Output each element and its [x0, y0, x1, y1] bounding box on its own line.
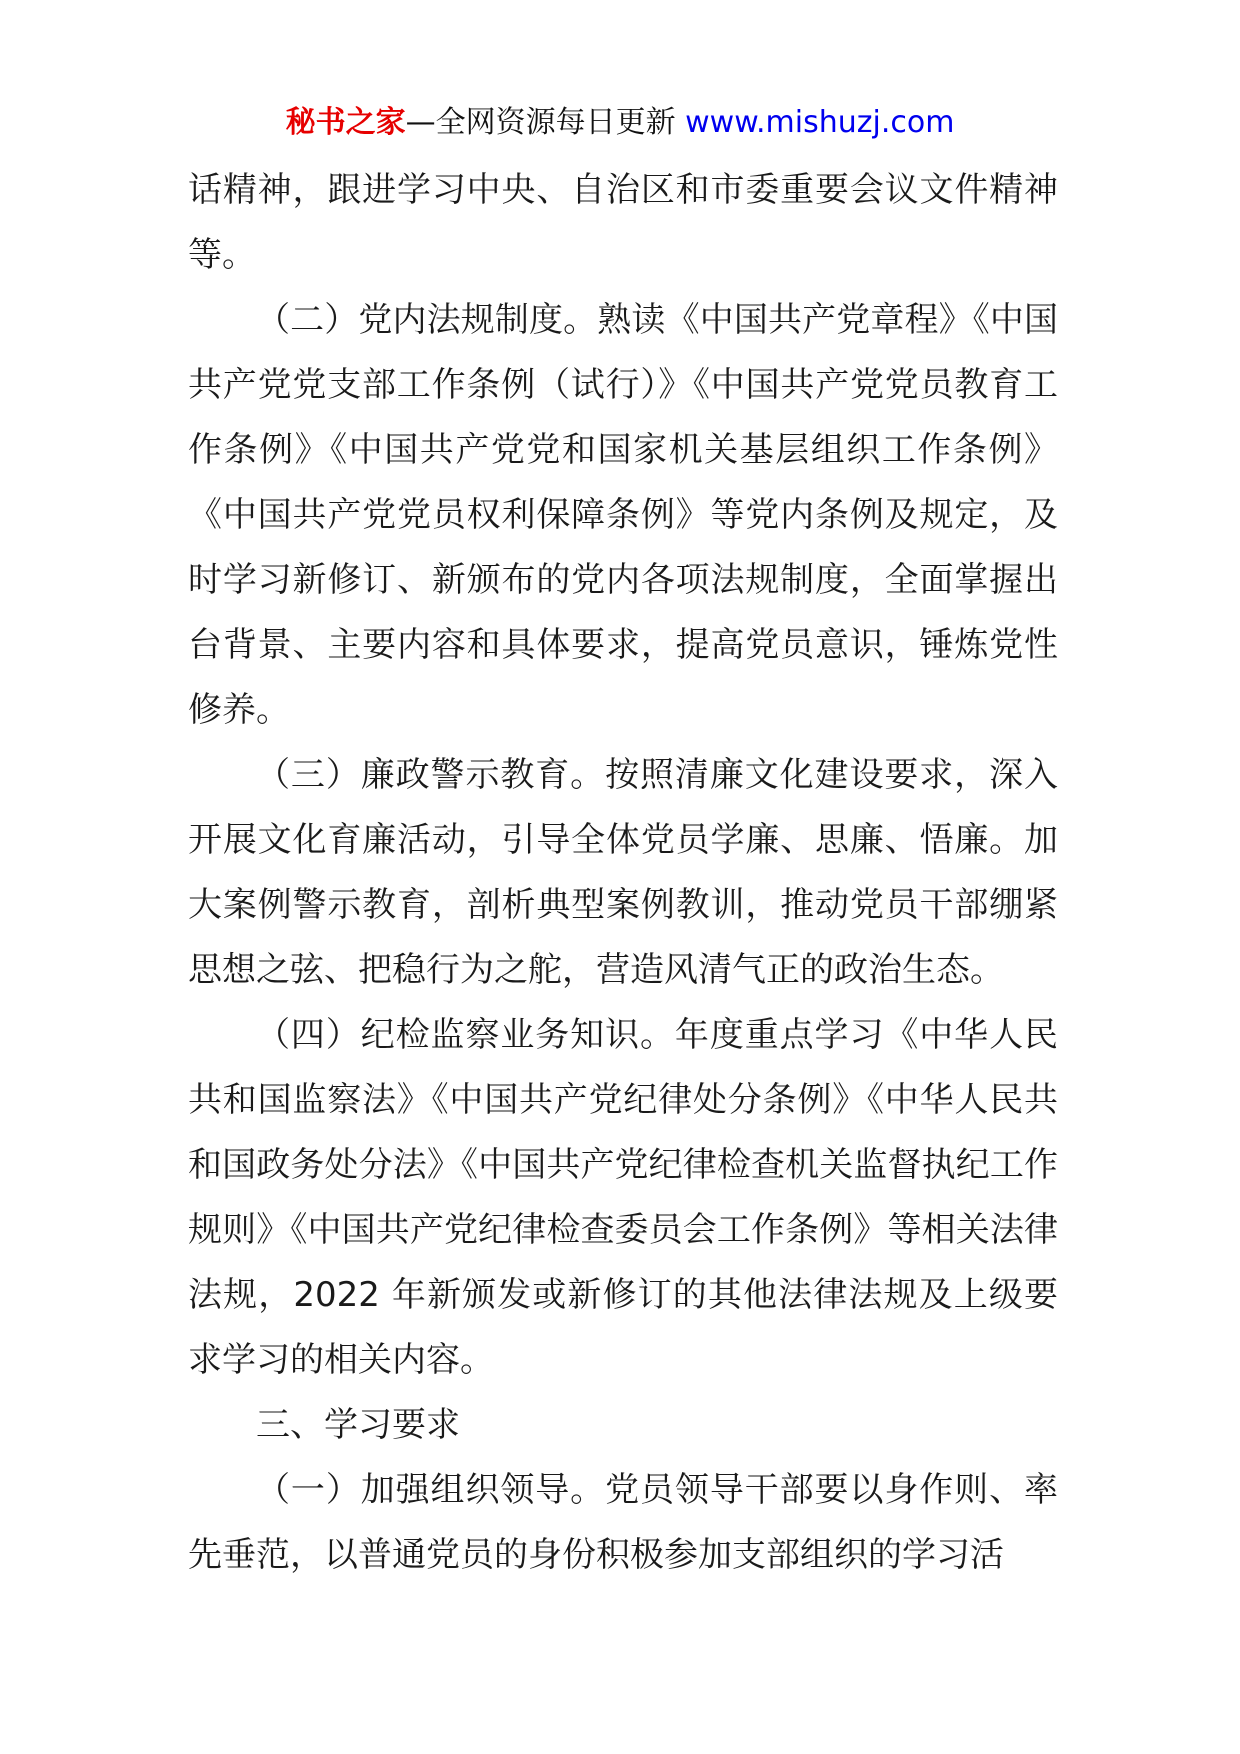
document-body	[188, 158, 1058, 1588]
paragraph-party-regulations: （二）党内法规制度。熟读《中国共产党章程》《中国共产党党支部工作条例（试行）》《中国共产党党员教育工作条例》《中国共产党党和国家机关基层组织工作条例》《中国共产党党员权利保障条例》等党内条例及规定，及时学习新修订、新颁布的党内各项法规制度，全面掌握出台背景、主要内容和具体要求，提高党员意识，锤炼党性修养。	[188, 300, 1058, 730]
site-url-link[interactable]: www.mishuzj.com	[685, 105, 955, 140]
watermark-header	[0, 103, 1240, 143]
brand-name: 秘书之家	[285, 105, 406, 140]
paragraph-organizational-leadership: （一）加强组织领导。党员领导干部要以身作则、率先垂范，以普通党员的身份积极参加支部组织的学习活	[188, 1470, 1058, 1575]
paragraph-continuation: 话精神，跟进学习中央、自治区和市委重要会议文件精神等。	[188, 170, 1058, 275]
section-heading-study-requirements: 三、学习要求	[256, 1405, 460, 1445]
paragraph-integrity-education: （三）廉政警示教育。按照清廉文化建设要求，深入开展文化育廉活动，引导全体党员学廉、思廉、悟廉。加大案例警示教育，剖析典型案例教训，推动党员干部绷紧思想之弦、把稳行为之舵，营造风清气正的政治生态。	[188, 755, 1058, 990]
paragraph-discipline-knowledge: （四）纪检监察业务知识。年度重点学习《中华人民共和国监察法》《中国共产党纪律处分条例》《中华人民共和国政务处分法》《中国共产党纪律检查机关监督执纪工作规则》《中国共产党纪律检查委员会工作条例》等相关法律法规，2022 年新颁发或新修订的其他法律法规及上级要求学习的相关内容。	[188, 1015, 1058, 1380]
header-slogan: —全网资源每日更新	[405, 105, 686, 140]
